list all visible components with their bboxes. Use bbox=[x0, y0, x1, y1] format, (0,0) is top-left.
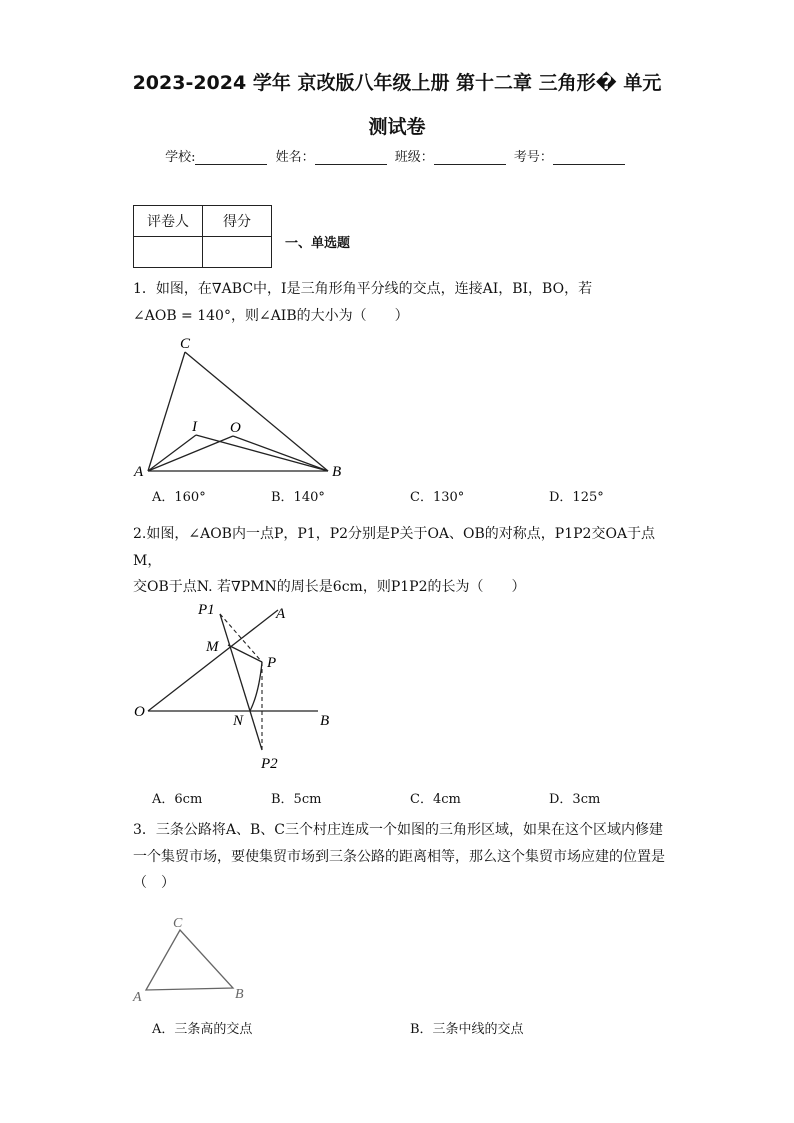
q1-option-c[interactable]: C．130° bbox=[410, 490, 465, 505]
section-title: 一、单选题 bbox=[285, 236, 351, 251]
class-label: 班级： bbox=[394, 150, 434, 165]
page-title: 2023-2024 学年 京改版八年级上册 第十二章 三角形� 单元 bbox=[132, 72, 662, 94]
q1-segment-ai bbox=[148, 435, 196, 471]
q2-line2: 交OB于点N. 若∇PMN的周长是6cm，则P1P2的长为（ ） bbox=[133, 579, 526, 596]
grader-cell[interactable] bbox=[134, 237, 203, 268]
q2-label-p: P bbox=[267, 655, 277, 671]
q1-edge-ac bbox=[148, 352, 185, 471]
q2-label-p1: P1 bbox=[198, 602, 215, 618]
score-table bbox=[133, 205, 272, 268]
score-header: 得分 bbox=[203, 206, 272, 237]
q2-label-b: B bbox=[320, 713, 330, 729]
q1-label-o: O bbox=[230, 420, 241, 436]
q3-option-a[interactable]: A．三条高的交点 bbox=[152, 1022, 253, 1037]
question-2 bbox=[133, 521, 673, 601]
q3-option-b[interactable]: B．三条中线的交点 bbox=[410, 1022, 524, 1037]
q3-line1: 3．三条公路将A、B、C三个村庄连成一个如图的三角形区域，如果在这个区域内修建 bbox=[133, 822, 664, 838]
q2-line-p1p2-lower bbox=[250, 711, 262, 750]
q2-segment-pn bbox=[250, 662, 262, 711]
grader-header: 评卷人 bbox=[134, 206, 203, 237]
q3-label-c: C bbox=[173, 916, 183, 931]
class-blank[interactable] bbox=[434, 150, 506, 165]
q2-option-d[interactable]: D．3cm bbox=[549, 792, 601, 807]
student-info-line bbox=[0, 146, 794, 165]
q2-label-n: N bbox=[233, 713, 244, 729]
q3-figure bbox=[128, 910, 258, 1005]
q3-label-b: B bbox=[235, 987, 244, 1002]
page-title-line2: 测试卷 bbox=[368, 116, 426, 138]
exam-number-blank[interactable] bbox=[553, 150, 625, 165]
q2-line1: 2.如图，∠AOB内一点P，P1，P2分别是P关于OA、OB的对称点，P1P2交OA于点M， bbox=[133, 526, 656, 569]
q1-edge-cb bbox=[185, 352, 328, 471]
exam-number-label: 考号： bbox=[513, 150, 553, 165]
school-label: 学校: bbox=[165, 150, 196, 165]
q1-label-b: B bbox=[332, 464, 342, 480]
q2-dashed-p1p bbox=[220, 614, 262, 662]
q1-option-b[interactable]: B．140° bbox=[271, 490, 325, 505]
q1-option-a[interactable]: A．160° bbox=[152, 490, 206, 505]
q3-triangle bbox=[146, 930, 233, 990]
q2-label-m: M bbox=[206, 639, 219, 655]
q2-label-o: O bbox=[134, 704, 145, 720]
score-cell[interactable] bbox=[203, 237, 272, 268]
q2-figure bbox=[128, 598, 348, 778]
q1-segment-ao bbox=[148, 436, 233, 471]
q2-option-a[interactable]: A．6cm bbox=[152, 792, 203, 807]
q3-label-a: A bbox=[133, 990, 142, 1005]
q3-line2: 一个集贸市场，要使集贸市场到三条公路的距离相等，那么这个集贸市场应建的位置是 bbox=[133, 848, 665, 865]
q1-segment-ib bbox=[196, 435, 328, 471]
q1-figure bbox=[128, 330, 358, 480]
q1-label-a: A bbox=[134, 464, 144, 480]
q3-line3: （ ） bbox=[133, 875, 175, 892]
q2-label-a: A bbox=[276, 606, 286, 622]
name-blank[interactable] bbox=[315, 150, 387, 165]
q2-option-b[interactable]: B．5cm bbox=[271, 792, 322, 807]
q1-line2: ∠AOB = 140°，则∠AIB的大小为（ ） bbox=[133, 307, 409, 324]
q2-segment-mp bbox=[228, 645, 262, 662]
q2-line-p1p2-upper bbox=[220, 614, 250, 711]
q1-label-i: I bbox=[192, 419, 197, 435]
q1-label-c: C bbox=[180, 336, 191, 352]
q1-line1: 1．如图，在∇ABC中，I是三角形角平分线的交点，连接AI，BI，BO，若 bbox=[133, 281, 593, 297]
name-label: 姓名： bbox=[275, 150, 315, 165]
school-blank[interactable] bbox=[195, 150, 267, 165]
question-1 bbox=[133, 276, 663, 329]
question-3 bbox=[133, 817, 673, 897]
q2-option-c[interactable]: C．4cm bbox=[410, 792, 461, 807]
q1-segment-ob bbox=[233, 436, 328, 471]
q1-option-d[interactable]: D．125° bbox=[549, 490, 604, 505]
q2-label-p2: P2 bbox=[261, 756, 278, 772]
